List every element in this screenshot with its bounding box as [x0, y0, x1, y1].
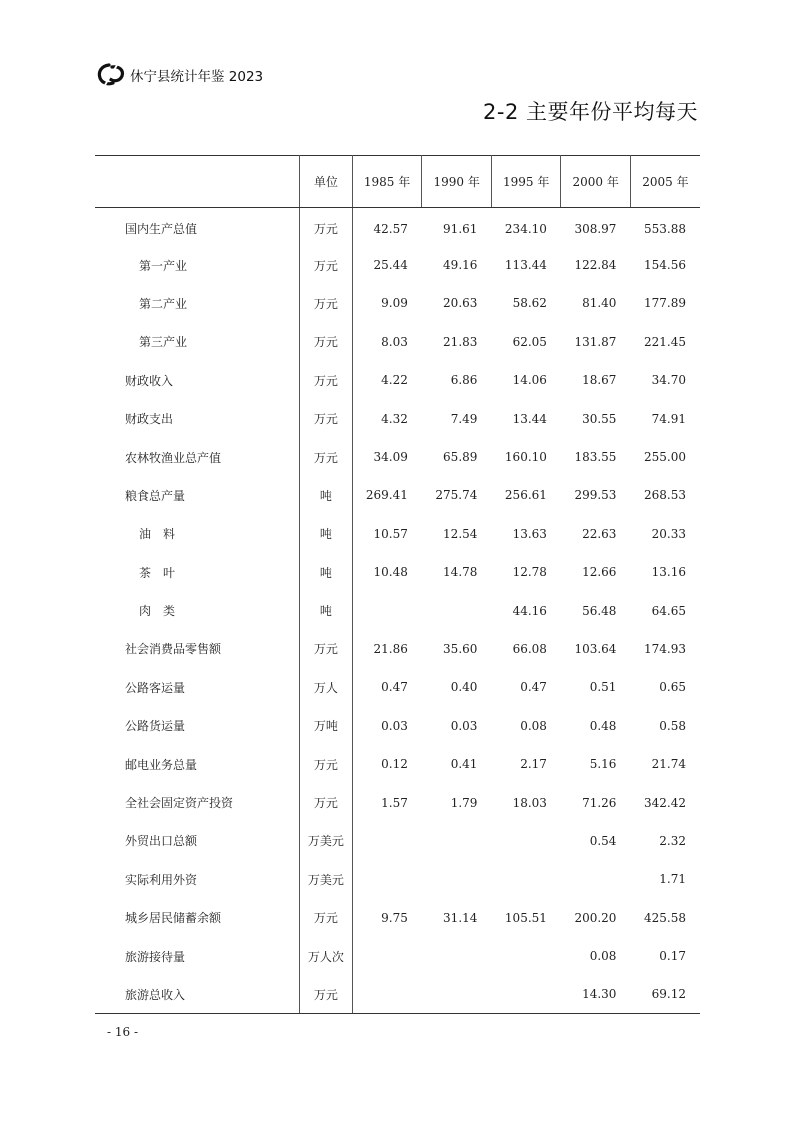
header-unit: 单位 — [300, 156, 353, 208]
row-value: 177.89 — [644, 296, 686, 311]
row-value — [422, 822, 492, 860]
row-value: 7.49 — [450, 411, 478, 426]
row-value: 1.71 — [659, 872, 686, 887]
row-value: 4.22 — [381, 373, 408, 388]
page-header — [96, 62, 263, 88]
row-value: 0.48 — [589, 718, 617, 733]
row-value — [422, 591, 492, 629]
row-value: 154.56 — [644, 258, 686, 273]
row-value: 425.58 — [644, 910, 686, 925]
row-value: 9.75 — [381, 910, 408, 925]
row-unit: 万美元 — [300, 860, 353, 898]
row-value: 0.58 — [659, 718, 686, 733]
row-value: 49.16 — [443, 258, 478, 273]
table-row — [95, 822, 700, 860]
row-value: 42.57 — [373, 221, 408, 236]
header-year: 1985 年 — [352, 156, 422, 208]
row-value: 122.84 — [574, 258, 617, 273]
row-value: 342.42 — [644, 795, 686, 810]
table-row — [95, 438, 700, 476]
row-value: 69.12 — [630, 975, 700, 1013]
header-year: 2005 年 — [630, 156, 700, 208]
row-unit: 万元 — [300, 438, 353, 476]
row-item-label: 城乡居民储蓄余额 — [95, 899, 300, 937]
row-unit: 万吨 — [300, 707, 353, 745]
row-value: 22.63 — [582, 526, 617, 541]
row-value: 21.74 — [651, 757, 686, 772]
row-unit: 万元 — [300, 745, 353, 783]
row-unit: 吨 — [300, 476, 353, 514]
row-item-label: 油 料 — [95, 515, 300, 553]
table-row — [95, 476, 700, 514]
row-value: 65.89 — [443, 450, 478, 465]
row-value: 4.32 — [381, 411, 408, 426]
row-value: 20.33 — [651, 526, 686, 541]
row-value: 0.03 — [450, 718, 478, 733]
yearbook-title: 休宁县统计年鉴 2023 — [130, 69, 264, 85]
table-row — [95, 591, 700, 629]
page-number: - 16 - — [107, 1025, 139, 1039]
row-value: 2.17 — [520, 757, 547, 772]
row-value: 81.40 — [582, 296, 617, 311]
row-value: 13.16 — [651, 565, 686, 580]
row-value: 21.83 — [443, 334, 478, 349]
row-value: 0.17 — [659, 949, 686, 964]
row-unit: 万元 — [300, 630, 353, 668]
yearbook-logo-icon — [96, 62, 126, 88]
row-value: 34.70 — [651, 373, 686, 388]
row-value: 12.54 — [443, 526, 478, 541]
row-unit: 万元 — [300, 208, 353, 246]
row-value: 44.16 — [512, 603, 547, 618]
table-body — [95, 208, 700, 1014]
row-value: 18.67 — [582, 373, 617, 388]
row-unit: 万元 — [300, 246, 353, 284]
row-unit: 万元 — [300, 783, 353, 821]
table-row — [95, 668, 700, 706]
row-value: 12.66 — [582, 565, 617, 580]
row-value: 13.63 — [512, 526, 547, 541]
row-value: 0.12 — [381, 757, 408, 772]
row-unit: 万元 — [300, 361, 353, 399]
row-item-label: 邮电业务总量 — [95, 745, 300, 783]
table-row — [95, 783, 700, 821]
row-value: 14.78 — [443, 565, 478, 580]
row-value: 1.79 — [450, 795, 478, 810]
row-value: 256.61 — [504, 488, 547, 503]
row-value: 56.48 — [582, 603, 617, 618]
table-row — [95, 361, 700, 399]
row-value: 10.57 — [373, 526, 408, 541]
table-row — [95, 745, 700, 783]
row-value: 0.65 — [659, 680, 686, 695]
row-unit: 万美元 — [300, 822, 353, 860]
row-item-label: 粮食总产量 — [95, 476, 300, 514]
row-value: 20.63 — [443, 296, 478, 311]
row-value: 553.88 — [644, 221, 686, 236]
row-unit: 吨 — [300, 553, 353, 591]
row-value: 2.32 — [659, 833, 686, 848]
row-value: 18.03 — [512, 795, 547, 810]
table-row — [95, 707, 700, 745]
row-unit: 吨 — [300, 515, 353, 553]
row-item-label: 全社会固定资产投资 — [95, 783, 300, 821]
row-unit: 万元 — [300, 899, 353, 937]
row-value — [491, 860, 561, 898]
row-value: 103.64 — [574, 641, 617, 656]
row-value: 31.14 — [443, 910, 478, 925]
row-value: 200.20 — [574, 910, 617, 925]
row-item-label: 农林牧渔业总产值 — [95, 438, 300, 476]
row-item-label: 第二产业 — [95, 284, 300, 322]
row-value — [561, 860, 631, 898]
row-value — [491, 937, 561, 975]
row-item-label: 社会消费品零售额 — [95, 630, 300, 668]
row-value: 113.44 — [504, 258, 547, 273]
row-item-label: 茶 叶 — [95, 553, 300, 591]
row-unit: 万人 — [300, 668, 353, 706]
header-year: 1995 年 — [491, 156, 561, 208]
row-value: 183.55 — [574, 450, 617, 465]
row-value: 299.53 — [574, 488, 617, 503]
header-year: 1990 年 — [422, 156, 492, 208]
row-value: 0.47 — [381, 680, 408, 695]
row-value: 174.93 — [644, 641, 686, 656]
row-value: 0.51 — [589, 680, 617, 695]
row-value: 0.08 — [520, 718, 547, 733]
row-value: 14.06 — [512, 373, 547, 388]
row-value — [352, 975, 422, 1013]
row-value: 234.10 — [504, 221, 547, 236]
row-value: 275.74 — [435, 488, 478, 503]
row-value: 25.44 — [373, 258, 408, 273]
row-item-label: 旅游接待量 — [95, 937, 300, 975]
row-value: 268.53 — [644, 488, 686, 503]
page-title: 2-2 主要年份平均每天 — [483, 100, 698, 124]
row-value: 66.08 — [512, 641, 547, 656]
row-value: 0.03 — [381, 718, 408, 733]
table-row — [95, 630, 700, 668]
row-value: 0.47 — [520, 680, 547, 695]
row-value — [352, 591, 422, 629]
table-row — [95, 899, 700, 937]
row-item-label: 实际利用外资 — [95, 860, 300, 898]
row-value: 6.86 — [450, 373, 478, 388]
header-item — [95, 156, 300, 208]
row-item-label: 国内生产总值 — [95, 208, 300, 246]
table-row — [95, 284, 700, 322]
row-item-label: 旅游总收入 — [95, 975, 300, 1013]
row-item-label: 财政收入 — [95, 361, 300, 399]
table-row — [95, 208, 700, 246]
row-value: 8.03 — [381, 334, 408, 349]
row-value: 0.41 — [450, 757, 478, 772]
row-value: 30.55 — [582, 411, 617, 426]
row-unit: 万元 — [300, 323, 353, 361]
row-item-label: 第三产业 — [95, 323, 300, 361]
row-value: 0.40 — [450, 680, 478, 695]
row-item-label: 肉 类 — [95, 591, 300, 629]
row-unit: 吨 — [300, 591, 353, 629]
table-row — [95, 246, 700, 284]
header-year: 2000 年 — [561, 156, 631, 208]
row-value — [422, 937, 492, 975]
row-unit: 万元 — [300, 975, 353, 1013]
table-row — [95, 937, 700, 975]
row-value: 9.09 — [381, 296, 408, 311]
table-row — [95, 975, 700, 1013]
row-value: 269.41 — [365, 488, 408, 503]
row-value: 0.08 — [589, 949, 617, 964]
row-value: 0.54 — [589, 833, 617, 848]
row-value: 105.51 — [504, 910, 547, 925]
table-row — [95, 515, 700, 553]
row-unit: 万人次 — [300, 937, 353, 975]
row-value: 221.45 — [644, 334, 686, 349]
statistics-table — [95, 155, 700, 1014]
row-item-label: 财政支出 — [95, 399, 300, 437]
row-value: 35.60 — [443, 641, 478, 656]
row-value — [422, 860, 492, 898]
row-value — [352, 937, 422, 975]
row-value: 12.78 — [512, 565, 547, 580]
row-item-label: 公路货运量 — [95, 707, 300, 745]
row-item-label: 第一产业 — [95, 246, 300, 284]
row-value: 71.26 — [582, 795, 617, 810]
row-value — [352, 860, 422, 898]
row-value — [352, 822, 422, 860]
row-value: 308.97 — [574, 221, 617, 236]
row-value: 58.62 — [512, 296, 547, 311]
row-value: 34.09 — [373, 450, 408, 465]
row-value: 64.65 — [651, 603, 686, 618]
row-value: 1.57 — [381, 795, 408, 810]
row-item-label: 公路客运量 — [95, 668, 300, 706]
table-header-row — [95, 156, 700, 208]
row-value — [491, 975, 561, 1013]
row-value: 91.61 — [443, 221, 478, 236]
row-value: 62.05 — [512, 334, 547, 349]
table-row — [95, 399, 700, 437]
row-value: 10.48 — [373, 565, 408, 580]
table-row — [95, 323, 700, 361]
row-unit: 万元 — [300, 284, 353, 322]
row-unit: 万元 — [300, 399, 353, 437]
row-value: 21.86 — [373, 641, 408, 656]
row-value: 131.87 — [574, 334, 617, 349]
row-value: 14.30 — [561, 975, 631, 1013]
row-item-label: 外贸出口总额 — [95, 822, 300, 860]
row-value — [491, 822, 561, 860]
row-value: 160.10 — [504, 450, 547, 465]
row-value: 255.00 — [644, 450, 686, 465]
row-value: 13.44 — [512, 411, 547, 426]
row-value — [422, 975, 492, 1013]
row-value: 74.91 — [651, 411, 686, 426]
table-row — [95, 860, 700, 898]
table-row — [95, 553, 700, 591]
row-value: 5.16 — [589, 757, 617, 772]
